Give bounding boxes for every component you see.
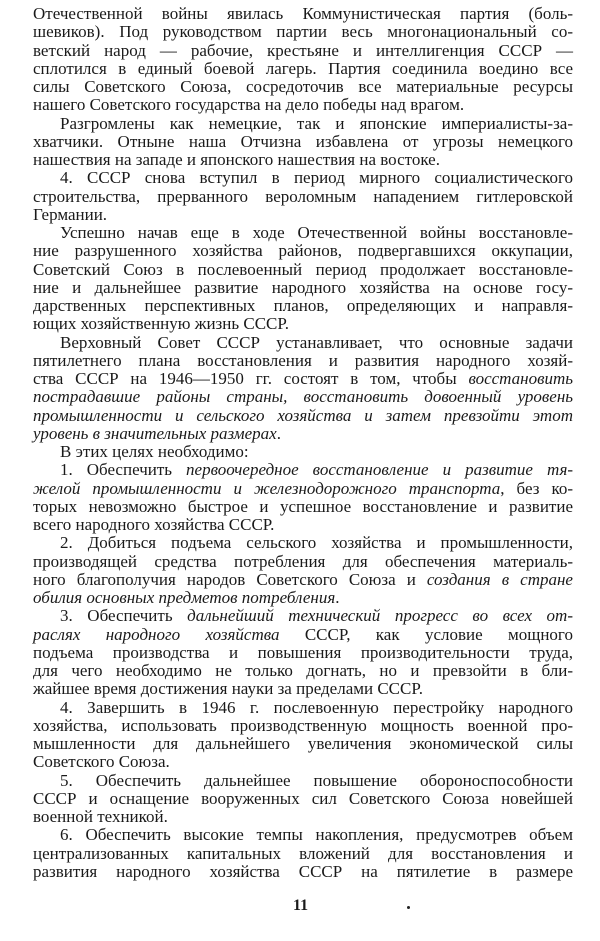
text-run: ние разрушенного хозяйства районов, подвергавшихся оккупации, bbox=[33, 241, 573, 261]
text-line bbox=[33, 845, 573, 863]
emphasized-text: промышленности и сельского хозяйства и затем превзойти этот bbox=[33, 405, 573, 425]
text-run: централизованных капитальных вложений для восстановления и bbox=[33, 843, 573, 863]
text-run: СССР и оснащение вооруженных сил Советского Союза новейшей bbox=[33, 788, 573, 808]
paragraph bbox=[33, 826, 573, 881]
text-line bbox=[33, 753, 573, 771]
paragraph bbox=[33, 334, 573, 444]
paragraph bbox=[33, 534, 573, 607]
text-line bbox=[33, 297, 573, 315]
text-run: Отечественной войны явилась Коммунистическая партия (боль- bbox=[33, 4, 573, 23]
text-run: Успешно начав еще в ходе Отечественной войны восстановле- bbox=[60, 223, 573, 242]
text-run: хозяйства, использовать производственную мощность военной про- bbox=[33, 715, 573, 735]
text-run: сплотился в единый боевой лагерь. Партия соединила воедино все bbox=[33, 58, 573, 78]
text-line bbox=[33, 863, 573, 881]
text-line bbox=[33, 680, 573, 698]
emphasized-text: раслях народного хозяйства bbox=[33, 624, 280, 644]
text-line bbox=[33, 169, 573, 187]
text-line bbox=[33, 188, 573, 206]
text-run: ние и дальнейшее развитие народного хозяйства на основе госу- bbox=[33, 277, 573, 297]
paragraph bbox=[33, 224, 573, 334]
text-line bbox=[33, 772, 573, 790]
text-run: ющих хозяйственную жизнь СССР. bbox=[33, 314, 289, 334]
text-line bbox=[33, 96, 573, 114]
text-line bbox=[33, 662, 573, 680]
text-run: нашествия на западе и японского нашествия на востоке. bbox=[33, 150, 440, 169]
text-run: Германии. bbox=[33, 204, 108, 224]
paragraph bbox=[33, 461, 573, 534]
text-line bbox=[33, 60, 573, 78]
paragraph bbox=[33, 115, 573, 170]
text-line bbox=[33, 115, 573, 133]
text-line bbox=[33, 808, 573, 826]
text-line bbox=[33, 407, 573, 425]
text-line bbox=[33, 388, 573, 406]
emphasized-text: пострадавшие районы страны, восстановить довоенный уровень bbox=[33, 387, 573, 407]
text-run: производящей средства потребления для обеспечения материаль- bbox=[33, 551, 573, 571]
text-run: строительства, прерванного вероломным нападением гитлеровской bbox=[33, 186, 573, 206]
text-line bbox=[33, 461, 573, 479]
scan-speck bbox=[407, 906, 410, 909]
text-line bbox=[33, 224, 573, 242]
emphasized-text: желой промышленности и железнодорожного транспорта bbox=[33, 478, 501, 498]
paragraph bbox=[33, 699, 573, 772]
emphasized-text: обилия основных предметов потребления bbox=[33, 588, 336, 607]
text-run: 2. Добиться подъема сельского хозяйства и промышленности, bbox=[60, 533, 573, 553]
text-run: ветский народ — рабочие, крестьяне и интеллигенция СССР — bbox=[33, 40, 573, 60]
document-page-text bbox=[33, 5, 573, 881]
text-line bbox=[33, 151, 573, 169]
text-run: Советского Союза. bbox=[33, 752, 170, 772]
text-line bbox=[33, 571, 573, 589]
text-line bbox=[33, 699, 573, 717]
text-line bbox=[33, 352, 573, 370]
text-run: СССР, как условие мощного bbox=[279, 624, 573, 644]
text-line bbox=[33, 425, 573, 443]
text-run: В этих целях необходимо: bbox=[60, 442, 249, 461]
text-run: Верховный Совет СССР устанавливает, что основные задачи bbox=[60, 332, 573, 352]
emphasized-text: уровень в значительных размерах bbox=[33, 423, 277, 443]
text-run: ного благополучия народов Советского Союза и bbox=[33, 569, 427, 589]
text-run: 4. СССР снова вступил в период мирного социалистического bbox=[60, 168, 573, 188]
text-run: военной техникой. bbox=[33, 807, 168, 826]
text-line bbox=[33, 735, 573, 753]
text-line bbox=[33, 279, 573, 297]
text-line bbox=[33, 589, 573, 607]
text-line bbox=[33, 370, 573, 388]
text-run: для чего необходимо не только догнать, но и превзойти в бли- bbox=[33, 661, 573, 680]
text-run: силы Советского Союза, сосредоточив все материальные ресурсы bbox=[33, 77, 573, 96]
text-run: всего народного хозяйства СССР. bbox=[33, 515, 275, 534]
text-line bbox=[33, 5, 573, 23]
emphasized-text: восстановить bbox=[468, 369, 573, 388]
text-line bbox=[33, 261, 573, 279]
text-run: дарственных перспективных планов, определяющих и направля- bbox=[33, 296, 573, 315]
text-line bbox=[33, 206, 573, 224]
text-line bbox=[33, 42, 573, 60]
text-line bbox=[33, 334, 573, 352]
text-run: пятилетнего плана восстановления и развития народного хозяй- bbox=[33, 350, 573, 370]
text-run: . bbox=[335, 588, 340, 607]
text-run: мышленности для дальнейшего увеличения экономической силы bbox=[33, 734, 573, 753]
text-run: хватчики. Отныне наша Отчизна избавлена от угрозы немецкого bbox=[33, 131, 573, 151]
text-line bbox=[33, 644, 573, 662]
paragraph bbox=[33, 169, 573, 224]
emphasized-text: дальнейший технический прогресс во всех от- bbox=[187, 606, 573, 626]
text-line bbox=[33, 626, 573, 644]
text-run: 4. Завершить в 1946 г. послевоенную перестройку народного bbox=[60, 697, 573, 717]
text-line bbox=[33, 78, 573, 96]
text-line bbox=[33, 242, 573, 260]
paragraph bbox=[33, 772, 573, 827]
text-run: 6. Обеспечить высокие темпы накопления, предусмотрев объем bbox=[60, 825, 573, 845]
text-line bbox=[33, 498, 573, 516]
text-run: шевиков). Под руководством партии весь многонациональный со- bbox=[33, 22, 573, 42]
paragraph bbox=[33, 5, 573, 115]
text-run: жайшее время достижения науки за пределами СССР. bbox=[33, 679, 423, 699]
text-run: развития народного хозяйства СССР на пятилетие в размере bbox=[33, 861, 573, 881]
text-run: торых невозможно быстрое и успешное восстановление и развитие bbox=[33, 496, 573, 516]
text-line bbox=[33, 516, 573, 534]
text-line bbox=[33, 315, 573, 333]
page-number: 11 bbox=[293, 897, 309, 914]
text-run: подъема производства и повышения производительности труда, bbox=[33, 642, 573, 662]
text-line bbox=[33, 443, 573, 461]
text-line bbox=[33, 133, 573, 151]
text-run: , без ко- bbox=[500, 478, 574, 498]
paragraph bbox=[33, 607, 573, 698]
text-line bbox=[33, 553, 573, 571]
text-run: . bbox=[276, 423, 281, 443]
text-line bbox=[33, 717, 573, 735]
emphasized-text: создания в стране bbox=[426, 569, 573, 589]
text-run: 5. Обеспечить дальнейшее повышение обороноспособности bbox=[60, 770, 573, 790]
text-line bbox=[33, 790, 573, 808]
text-run: Разгромлены как немецкие, так и японские империалисты-за- bbox=[60, 113, 573, 133]
text-run: нашего Советского государства на дело победы над врагом. bbox=[33, 95, 465, 115]
text-line bbox=[33, 607, 573, 625]
text-line bbox=[33, 23, 573, 41]
text-line bbox=[33, 480, 573, 498]
emphasized-text: первоочередное восстановление и развитие тя- bbox=[186, 460, 574, 480]
text-run: 1. Обеспечить bbox=[60, 460, 187, 480]
text-run: Советский Союз в послевоенный период продолжает восстановле- bbox=[33, 259, 573, 279]
text-line bbox=[33, 826, 573, 844]
text-run: ства СССР на 1946—1950 гг. состоят в том, чтобы bbox=[33, 369, 469, 388]
text-run: 3. Обеспечить bbox=[60, 606, 188, 626]
text-line bbox=[33, 534, 573, 552]
paragraph bbox=[33, 443, 573, 461]
